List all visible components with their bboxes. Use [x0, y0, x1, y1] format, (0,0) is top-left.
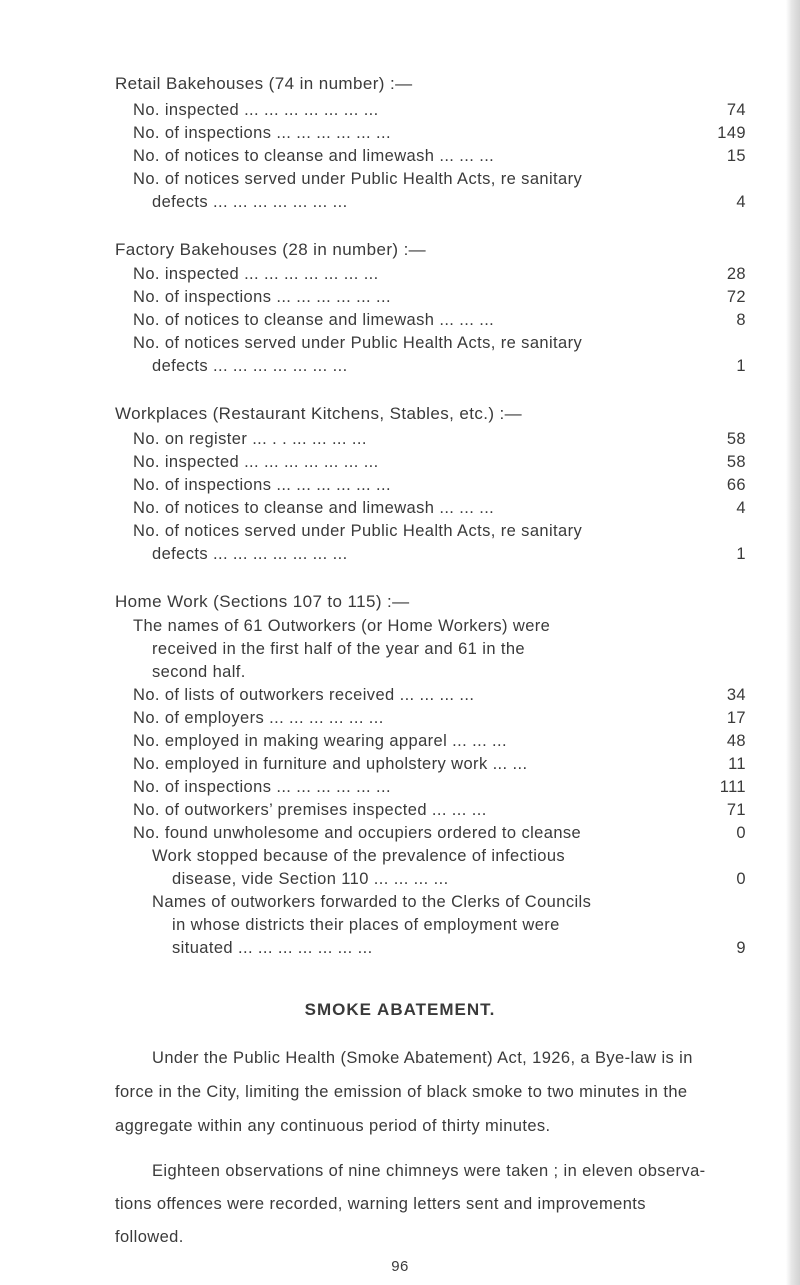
home-work-title: Home Work (Sections 107 to 115) :—: [115, 592, 410, 611]
home-work-item-value: 111: [719, 778, 746, 796]
factory-item-label: defects ... ... ... ... ... ... ...: [152, 357, 348, 375]
factory-item-value: 28: [726, 265, 746, 283]
workplaces-item-label: No. inspected ... ... ... ... ... ... ...: [133, 453, 379, 471]
home-work-item-value: 71: [726, 801, 746, 819]
workplaces-item-value: 1: [736, 545, 746, 563]
home-work-intro-line: second half.: [152, 663, 246, 681]
home-work-item-label: No. employed in making wearing apparel ... ... ...: [133, 732, 508, 750]
factory-item-value: 72: [726, 288, 746, 306]
factory-item-label: No. of notices to cleanse and limewash ... ... ...: [133, 311, 495, 329]
home-work-item-value: 34: [726, 686, 746, 704]
workplaces-item-label: No. of notices served under Public Health Acts, re sanitary: [133, 522, 583, 540]
smoke-paragraph-line: Under the Public Health (Smoke Abatement) Act, 1926, a Bye-law is in: [152, 1049, 693, 1067]
home-work-item-value: 0: [736, 824, 746, 842]
factory-item-value: 8: [736, 311, 746, 329]
home-work-item-label: No. employed in furniture and upholstery work ... ...: [133, 755, 528, 773]
workplaces-item-label: No. of inspections ... ... ... ... ... ...: [133, 476, 391, 494]
smoke-paragraph-line: Eighteen observations of nine chimneys were taken ; in eleven observa-: [152, 1162, 706, 1180]
retail-item-value: 4: [736, 193, 746, 211]
factory-item-label: No. of inspections ... ... ... ... ... ...: [133, 288, 391, 306]
home-work-item-value: 11: [728, 755, 746, 773]
home-work-intro-line: The names of 61 Outworkers (or Home Workers) were: [133, 617, 551, 635]
retail-item-value: 74: [726, 101, 746, 119]
retail-item-label: No. of notices to cleanse and limewash ... ... ...: [133, 147, 495, 165]
factory-item-label: No. inspected ... ... ... ... ... ... ...: [133, 265, 379, 283]
workplaces-item-label: defects ... ... ... ... ... ... ...: [152, 545, 348, 563]
workplaces-title: Workplaces (Restaurant Kitchens, Stables, etc.) :—: [115, 404, 523, 423]
home-work-item-label: No. of lists of outworkers received ... ... ... ...: [133, 686, 475, 704]
retail-item-label: No. of notices served under Public Health Acts, re sanitary: [133, 170, 583, 188]
workplaces-item-label: No. of notices to cleanse and limewash ... ... ...: [133, 499, 495, 517]
smoke-abatement-heading: SMOKE ABATEMENT.: [304, 1000, 496, 1019]
home-work-item-value: 9: [736, 939, 746, 957]
retail-bakehouses-title: Retail Bakehouses (74 in number) :—: [115, 74, 413, 93]
workplaces-item-label: No. on register ... . . ... ... ... ...: [133, 430, 367, 448]
home-work-item-label: situated ... ... ... ... ... ... ...: [172, 939, 373, 957]
home-work-item-label: in whose districts their places of employment were: [172, 916, 560, 934]
workplaces-item-value: 58: [726, 430, 746, 448]
home-work-item-value: 48: [726, 732, 746, 750]
home-work-item-value: 0: [736, 870, 746, 888]
workplaces-item-value: 58: [726, 453, 746, 471]
home-work-item-label: Work stopped because of the prevalence of infectious: [152, 847, 566, 865]
smoke-paragraph-line: tions offences were recorded, warning letters sent and improvements: [115, 1195, 646, 1213]
retail-item-value: 15: [726, 147, 746, 165]
scan-page-edge: [786, 0, 800, 1285]
smoke-paragraph-line: followed.: [115, 1228, 184, 1246]
home-work-item-label: No. of inspections ... ... ... ... ... ...: [133, 778, 391, 796]
home-work-item-label: disease, vide Section 110 ... ... ... ...: [172, 870, 449, 888]
home-work-item-label: No. of employers ... ... ... ... ... ...: [133, 709, 384, 727]
page-number: 96: [391, 1258, 409, 1275]
smoke-paragraph-line: force in the City, limiting the emission of black smoke to two minutes in the: [115, 1083, 688, 1101]
home-work-intro-line: received in the first half of the year and 61 in the: [152, 640, 526, 658]
factory-item-value: 1: [736, 357, 746, 375]
retail-item-value: 149: [717, 124, 746, 142]
workplaces-item-value: 4: [736, 499, 746, 517]
factory-item-label: No. of notices served under Public Health Acts, re sanitary: [133, 334, 583, 352]
factory-bakehouses-title: Factory Bakehouses (28 in number) :—: [115, 240, 427, 259]
retail-item-label: defects ... ... ... ... ... ... ...: [152, 193, 348, 211]
retail-item-label: No. inspected ... ... ... ... ... ... ...: [133, 101, 379, 119]
home-work-item-label: No. found unwholesome and occupiers ordered to cleanse: [133, 824, 582, 842]
home-work-item-label: No. of outworkers’ premises inspected ... ... ...: [133, 801, 487, 819]
home-work-item-value: 17: [726, 709, 746, 727]
smoke-paragraph-line: aggregate within any continuous period of thirty minutes.: [115, 1117, 551, 1135]
home-work-item-label: Names of outworkers forwarded to the Clerks of Councils: [152, 893, 592, 911]
workplaces-item-value: 66: [726, 476, 746, 494]
retail-item-label: No. of inspections ... ... ... ... ... ...: [133, 124, 391, 142]
